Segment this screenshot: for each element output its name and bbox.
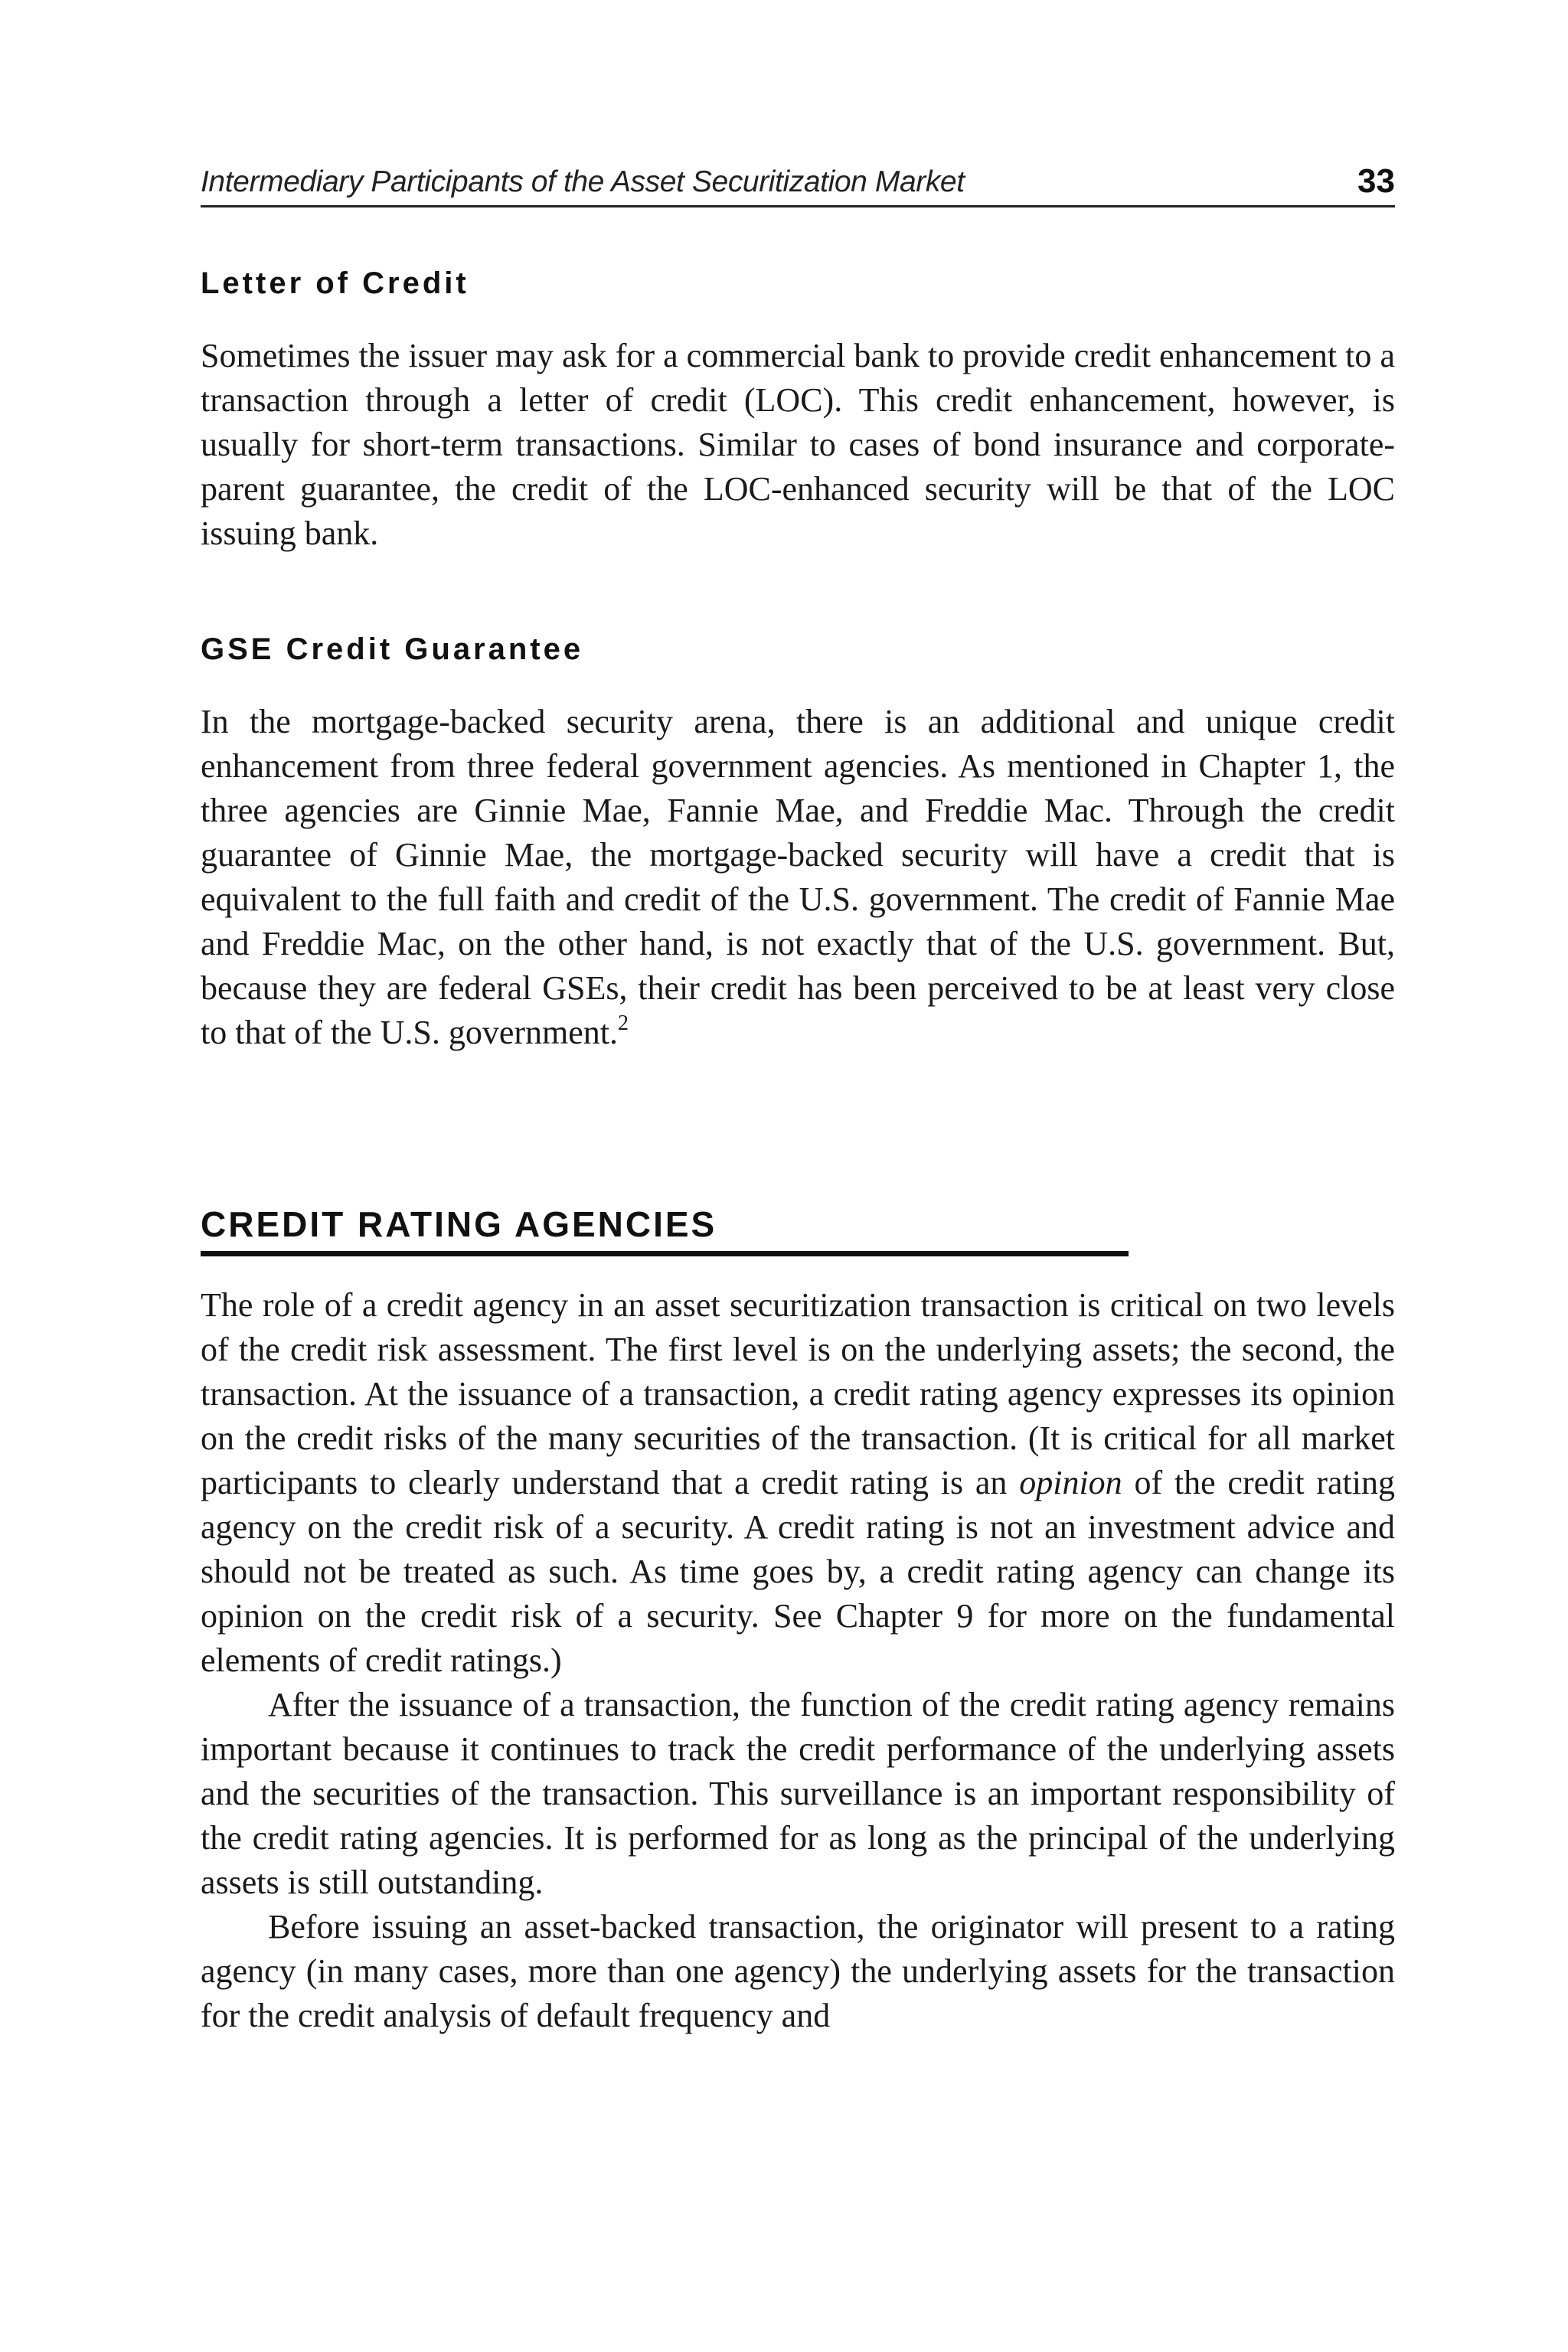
subsection-heading-gse-credit-guarantee: GSE Credit Guarantee	[201, 632, 584, 666]
paragraph: After the issuance of a transaction, the function of the credit rating agency remains important because it continues to track the credit performance of the underlying assets and the securities of the transaction. This surveillance is an important responsibility of the credit rating agencies. It is performed for as long as the principal of the underlying assets is still outstanding.	[201, 1686, 1395, 1901]
running-title: Intermediary Participants of the Asset Securitization Market	[201, 165, 965, 198]
footnote-reference[interactable]: 2	[618, 1011, 629, 1035]
page-number: 33	[1357, 162, 1395, 200]
paragraph-text: In the mortgage-backed security arena, there is an additional and unique credit enhancement from three federal government agencies. As mentioned in Chapter 1, the three agencies are Ginnie Mae, Fannie Mae, and Freddie Mac. Through the credit guarantee of Ginnie Mae, the mortgage-backed security will have a credit that is equivalent to the full faith and credit of the U.S. government. The credit of Fannie Mae and Freddie Mac, on the other hand, is not exactly that of the U.S. government. But, because they are federal GSEs, their credit has been perceived to be at least very close to that of the U.S. government.	[201, 703, 1395, 1051]
paragraph	[201, 700, 1395, 1055]
italic-emphasis: opinion	[1019, 1464, 1122, 1501]
letter-of-credit-body	[201, 334, 1395, 556]
gse-credit-guarantee-body	[201, 700, 1395, 1055]
paragraph: Before issuing an asset-backed transaction, the originator will present to a rating agency (in many cases, more than one agency) the underlying assets for the transaction for the credit analysis of default frequency and	[201, 1908, 1395, 2034]
paragraph-text: of the credit rating agency on the credit risk of a security. A credit rating is not an investment advice and should not be treated as such. As time goes by, a credit rating agency can change its opinion on the credit risk of a security. See Chapter 9 for more on the fundamental elements of credit ratings.)	[201, 1464, 1395, 1679]
credit-rating-agencies-body	[201, 1283, 1395, 2038]
subsection-heading-letter-of-credit: Letter of Credit	[201, 266, 469, 300]
paragraph: Sometimes the issuer may ask for a commercial bank to provide credit enhancement to a transaction through a letter of credit (LOC). This credit enhancement, however, is usually for short-term transactions. Similar to cases of bond insurance and corporate-parent guarantee, the credit of the LOC-enhanced security will be that of the LOC issuing bank.	[201, 337, 1395, 552]
section-heading-rule	[201, 1191, 1129, 1256]
paragraph	[201, 1283, 1395, 1683]
section-title: CREDIT RATING AGENCIES	[201, 1204, 717, 1244]
running-header	[201, 158, 1395, 207]
paragraph-text: The role of a credit agency in an asset securitization transaction is critical on two levels of the credit risk assessment. The first level is on the underlying assets; the second, the transaction. At the issuance of a transaction, a credit rating agency expresses its opinion on the credit risks of the many securities of the transaction. (It is critical for all market participants to clearly understand that a credit rating is an	[201, 1286, 1395, 1501]
